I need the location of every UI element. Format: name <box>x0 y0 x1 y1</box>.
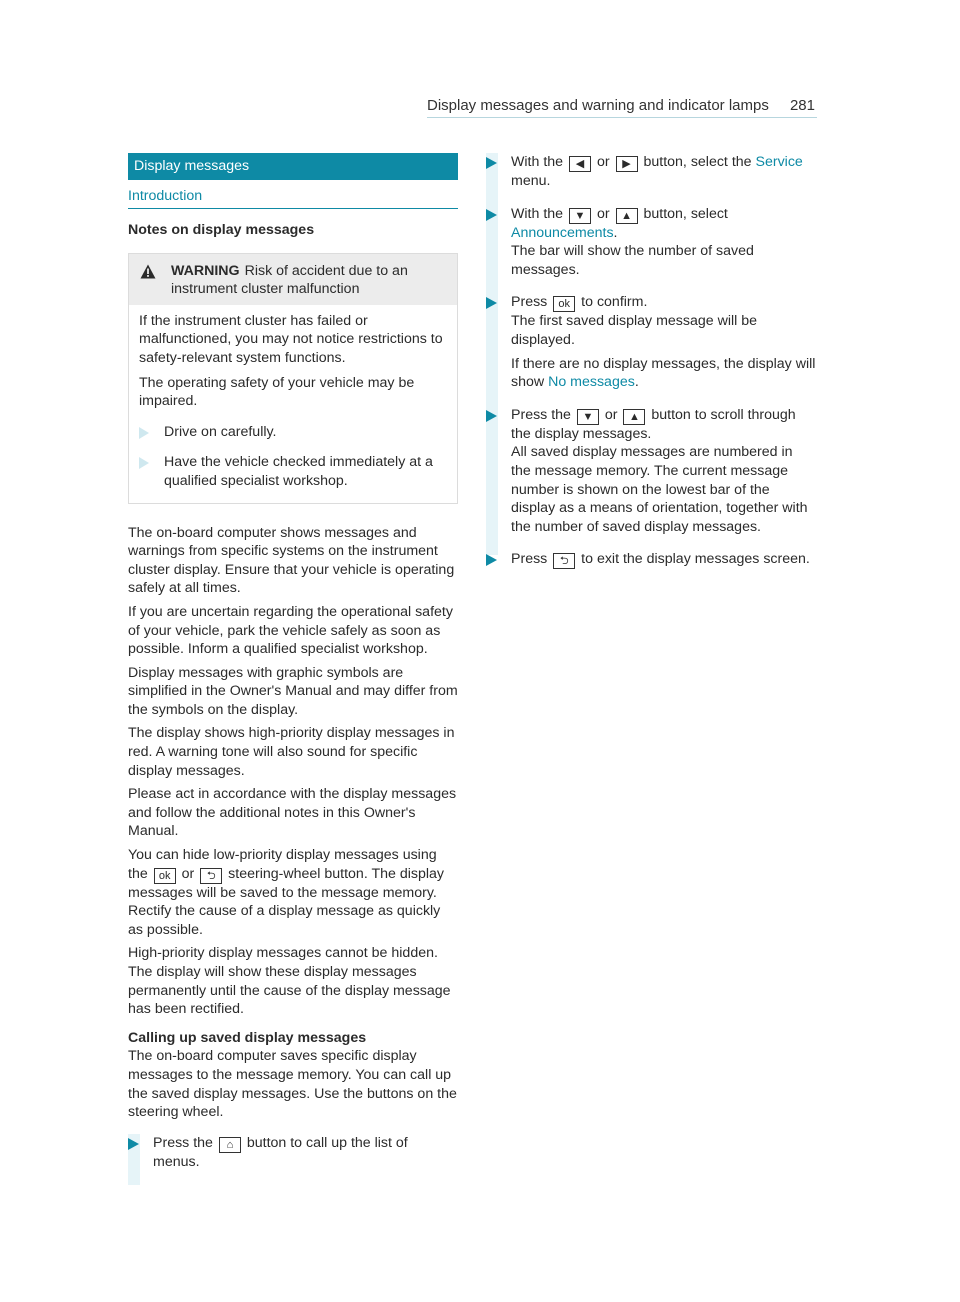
announcements-link: Announcements <box>511 224 614 241</box>
up-key-icon: ▲ <box>616 208 638 224</box>
intro-text <box>128 524 458 1019</box>
subsection-title: Introduction <box>128 184 458 209</box>
step-text: Press ok to confirm. <box>511 294 648 311</box>
calling-up-text: The on-board computer saves specific display messages to the message memory. You can call up the saved display messages. Use the buttons on the steering wheel. <box>128 1048 457 1121</box>
step-note: If there are no display messages, the display will show No messages. <box>511 355 816 391</box>
step-arrow-icon <box>486 157 497 169</box>
action-step <box>486 153 816 191</box>
warning-triangle-icon <box>140 264 156 279</box>
warning-text: The operating safety of your vehicle may be impaired. <box>139 374 415 410</box>
down-key-icon: ▼ <box>577 409 599 425</box>
paragraph: If you are uncertain regarding the operational safety of your vehicle, park the vehicle safely as soon as possible. Inform a qualified specialist workshop. <box>128 603 453 658</box>
action-step <box>128 1134 458 1172</box>
step-text: With the ▼ or ▲ button, select Announcements. <box>511 205 728 241</box>
right-column <box>486 153 816 569</box>
step-arrow-icon <box>139 457 149 469</box>
action-step <box>486 293 816 391</box>
warning-body <box>129 305 457 503</box>
up-key-icon: ▲ <box>623 409 645 425</box>
paragraph: High-priority display messages cannot be hidden. The display will show these display messages permanently until the cause of the display message has been rectified. <box>128 945 451 1018</box>
step-text: With the ◀ or ▶ button, select the Service menu. <box>511 154 803 189</box>
paragraph: Display messages with graphic symbols are simplified in the Owner's Manual and may differ from the symbols on the display. <box>128 664 458 718</box>
hide-text-suffix: steering-wheel button. The display messages will be saved to the message memory. Rectify the cause of a display message as quickly as possible. <box>128 865 445 938</box>
step-arrow-icon <box>139 427 149 439</box>
paragraph: The on-board computer shows messages and warnings from specific systems on the instrument cluster display. Ensure that your vehicle is operating safely at all times. <box>128 524 455 597</box>
warning-step <box>139 453 447 490</box>
warning-title: Risk of accident due to an instrument cluster malfunction <box>171 262 408 298</box>
left-key-icon: ◀ <box>569 156 591 172</box>
right-key-icon: ▶ <box>616 156 638 172</box>
or-text: or <box>181 865 195 882</box>
step-text: Press the ▼ or ▲ button to scroll through the display messages. <box>511 406 796 442</box>
hide-text-prefix: You can hide low-priority display messages using the <box>128 847 437 882</box>
back-key-icon: ⮌ <box>553 553 575 569</box>
down-key-icon: ▼ <box>569 208 591 224</box>
warning-box <box>128 253 458 504</box>
action-steps <box>486 153 816 569</box>
service-menu-link: Service <box>755 154 803 170</box>
section-title: Display messages <box>128 153 458 180</box>
warning-step <box>139 423 447 442</box>
warning-text: If the instrument cluster has failed or malfunctioned, you may not notice restrictions to safety-relevant system functions. <box>139 312 443 366</box>
action-step <box>486 550 816 569</box>
warning-header <box>129 254 457 305</box>
notes-heading: Notes on display messages <box>128 222 315 238</box>
step-arrow-icon <box>486 209 497 221</box>
ok-key-icon: ok <box>154 868 176 884</box>
step-note: The bar will show the number of saved messages. <box>511 243 754 278</box>
paragraph: The display shows high-priority display messages in red. A warning tone will also sound for specific display messages. <box>128 725 455 779</box>
step-arrow-icon <box>128 1138 139 1150</box>
action-step <box>486 205 816 280</box>
step-note: The first saved display message will be displayed. <box>511 313 758 348</box>
warning-label: WARNING <box>171 262 240 279</box>
calling-up-heading: Calling up saved display messages <box>128 1029 367 1046</box>
step-arrow-icon <box>486 554 497 566</box>
page-header <box>427 95 817 119</box>
paragraph: Please act in accordance with the display messages and follow the additional notes in this Owner's Manual. <box>128 786 457 840</box>
hide-paragraph <box>128 846 458 939</box>
step-text: button to call up the list of menus. <box>153 1134 408 1170</box>
step-arrow-icon <box>486 297 497 309</box>
step-text: Press ⮌ to exit the display messages screen. <box>511 551 810 568</box>
step-arrow-icon <box>486 410 497 422</box>
home-key-icon: ⌂ <box>219 1137 241 1153</box>
header-divider <box>427 117 817 118</box>
no-messages-text: No messages <box>548 374 635 391</box>
step-note: All saved display messages are numbered in the message memory. The current message number is shown on the lowest bar of the display as a means of orientation, together with the number of saved display messages. <box>511 444 808 535</box>
step-text: Press the <box>153 1134 213 1151</box>
left-column <box>128 153 458 1171</box>
warning-step-text: Drive on carefully. <box>164 423 277 440</box>
action-step <box>486 406 816 537</box>
header-title: Display messages and warning and indicator lamps <box>427 97 769 114</box>
back-key-icon: ⮌ <box>200 868 222 884</box>
ok-key-icon: ok <box>553 296 575 312</box>
warning-step-text: Have the vehicle checked immediately at a qualified specialist workshop. <box>164 454 433 489</box>
page-number: 281 <box>789 97 815 114</box>
